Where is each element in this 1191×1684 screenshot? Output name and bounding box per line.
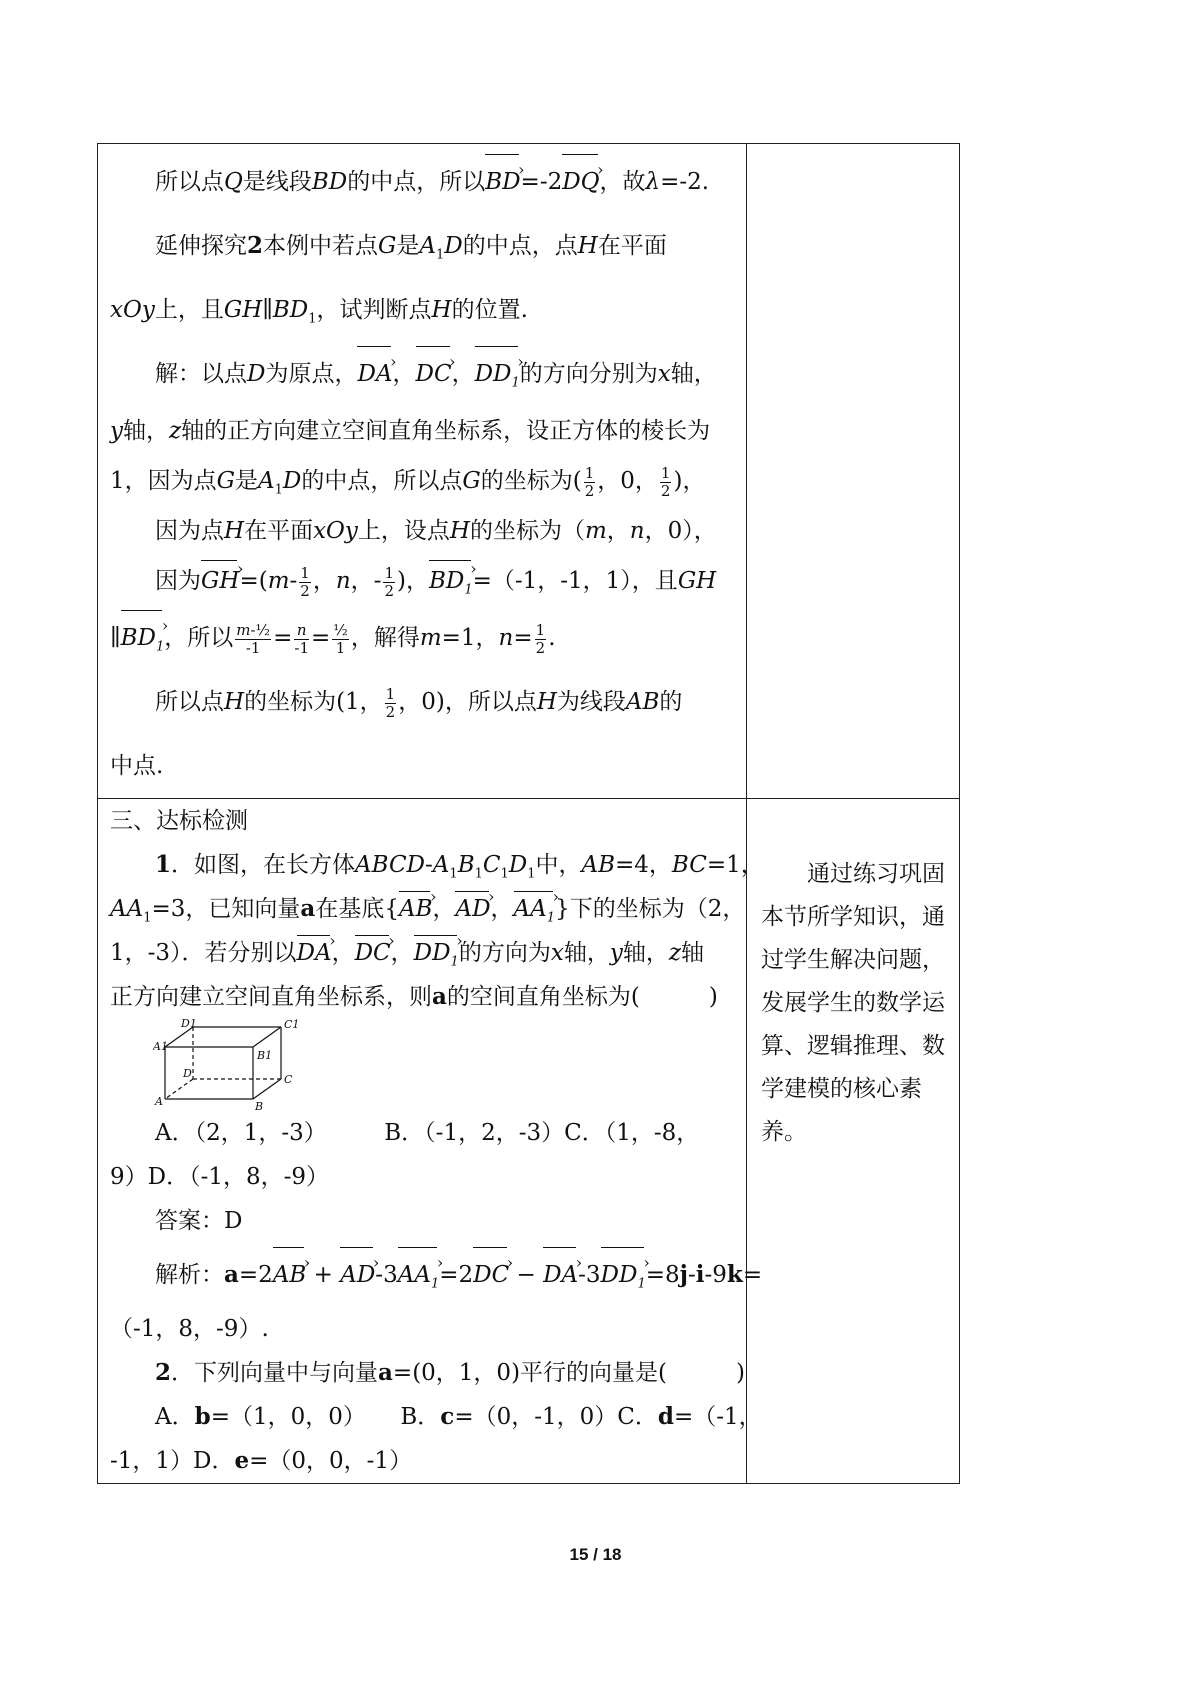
- line-6: 1，因为点G是$A_1D$的中点，所以点G的坐标为( $\frac{1}{2}$ ，0， $\frac{1}{2}$ )，: [110, 463, 706, 500]
- q1-options-line-2: 9）D．（-1，8，-9）: [110, 1164, 330, 1190]
- line-4: 解：以点D为原点，DA ›，DC ›，$DD_1$ ›的方向分别为x轴，: [98, 342, 746, 406]
- q1-options-line-1: A．（2，1，-3） B．（-1，2，-3）C．（1，-8，: [155, 1120, 700, 1146]
- section-heading: 三、达标检测: [110, 808, 248, 834]
- line-5: y轴，z轴的正方向建立空间直角坐标系，设正方体的棱长为: [110, 418, 711, 444]
- label-c1: C1: [284, 1019, 300, 1031]
- label-b1: B1: [257, 1049, 273, 1062]
- line-10: 所以点H的坐标为(1， $\frac{1}{2}$ ，0)，所以点H为线段AB的: [155, 684, 683, 721]
- label-c: C: [284, 1073, 293, 1086]
- line-8: 因为GH ›=(m- $\frac{1}{2}$ ，n，- $\frac{1}{2}$ )，$BD_1$ ›=（-1，-1，1），且GH: [98, 556, 746, 606]
- line-9: $\parallel BD_1$ ›，所以 $\frac{\text{m-½}}{-1}$ = $\frac{n}{-1}$ = $\frac{\text{½}}{1}$ ，解得m=1，n= $\frac{1}{2}$ .: [98, 606, 746, 670]
- side-note: 通过练习巩固本节所学知识，通过学生解决问题，发展学生的数学运算、逻辑推理、数学建模的核心素养。: [761, 861, 945, 1145]
- line-1: 所以点Q是线段BD的中点，所以BD ›=-2DQ ›，故λ=-2.: [98, 150, 746, 214]
- q1-line-3: 1，-3）．若分别以DA ›，DC ›，$DD_1$ ›的方向为x轴，y轴，z轴: [98, 931, 746, 975]
- side-cell-empty: [747, 144, 960, 799]
- q1-line-2: $AA_1=3$，已知向量a在基底{AB ›，AD ›，$AA_1$ ›}下的坐标为（2，: [98, 887, 746, 931]
- label-d1: D1: [181, 1019, 197, 1030]
- label-a1: A1: [153, 1040, 168, 1053]
- page-number: 15 / 18: [569, 1545, 622, 1564]
- q1-analysis-line-1: 解析：a=2AB › + AD $›-3AA_1$ ›=2DC › − DA $›-3DD_1$ ›=8j-i-9k=: [98, 1243, 746, 1307]
- q1-analysis-line-2: （-1，8，-9）.: [110, 1316, 269, 1342]
- cuboid-figure: [153, 1019, 323, 1111]
- label-b: B: [255, 1100, 264, 1111]
- practice-cell: [98, 799, 764, 1484]
- label-d: D: [183, 1067, 192, 1080]
- q2-options-line-1: A．b=（1，0，0） B．c=（0，-1，0）C．d=（-1，: [155, 1403, 762, 1430]
- table-row: [98, 799, 960, 1484]
- lesson-table: [97, 143, 960, 1484]
- side-note-cell: [747, 799, 960, 1484]
- q1-line-4: 正方向建立空间直角坐标系，则a的空间直角坐标为( ): [110, 983, 718, 1010]
- q2-line-1: 2．下列向量中与向量a=(0，1，0)平行的向量是( ): [155, 1359, 745, 1386]
- line-2: 延伸探究2本例中若点G是$A_1D$的中点，点H在平面: [155, 232, 667, 263]
- line-3: xOy上，且$GH\parallel BD_1$，试判断点H的位置.: [110, 297, 528, 327]
- table-row: [98, 144, 960, 799]
- q1-line-1: 1．如图，在长方体ABCD-$A_1B_1C_1D_1$中，AB=4，BC=1，: [155, 851, 764, 882]
- line-11: 中点.: [110, 753, 164, 779]
- label-a: A: [155, 1095, 163, 1108]
- q1-answer: 答案：D: [155, 1208, 243, 1234]
- exploration-cell: [98, 144, 747, 799]
- line-7: 因为点H在平面xOy上，设点H的坐标为（m，n，0），: [155, 518, 717, 544]
- q2-options-line-2: -1，1）D．e=（0，0，-1）: [110, 1447, 413, 1474]
